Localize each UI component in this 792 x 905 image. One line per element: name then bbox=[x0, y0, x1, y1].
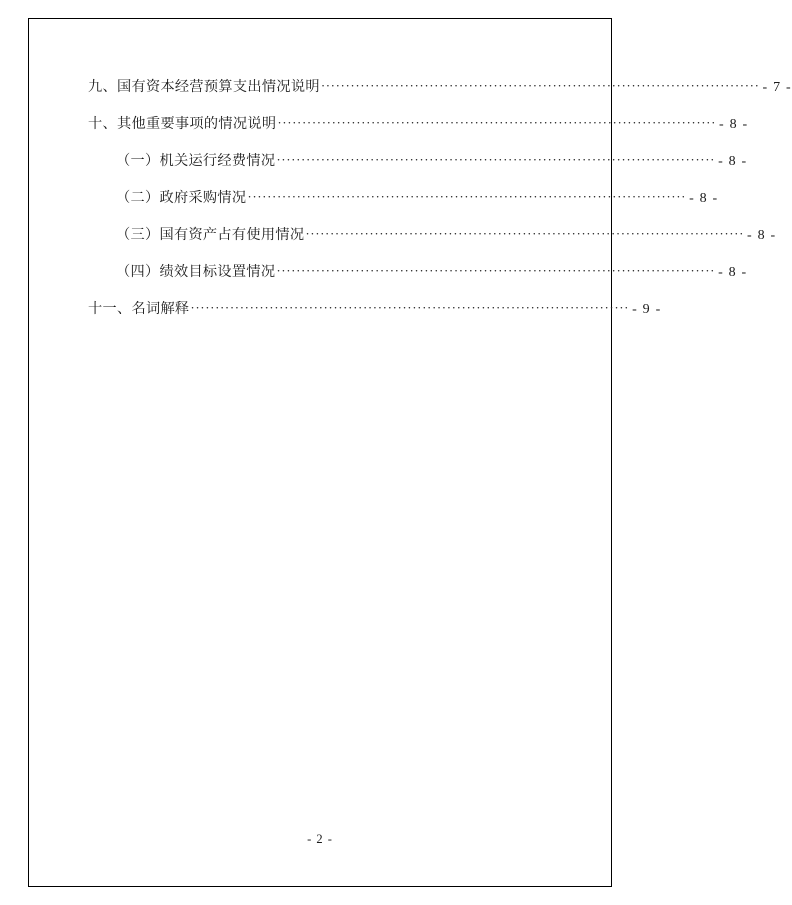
toc-entry[interactable] bbox=[88, 187, 719, 210]
toc-leader-dots: ························································································· bbox=[276, 263, 716, 278]
toc-leader-dots: ························································································· bbox=[320, 78, 760, 93]
toc-entry[interactable] bbox=[88, 76, 792, 99]
toc-entry-title: （四）绩效目标设置情况 bbox=[116, 264, 276, 280]
toc-entry-page: - 8 - bbox=[689, 191, 719, 206]
toc-leader-dots: ························································································· bbox=[247, 189, 687, 204]
toc-entry-page: - 9 - bbox=[632, 302, 662, 317]
toc-leader-dots: ························································································· bbox=[277, 115, 717, 130]
toc-entry-title: 十、其他重要事项的情况说明 bbox=[88, 116, 277, 132]
toc-entry-page: - 8 - bbox=[719, 117, 749, 132]
toc-entry[interactable] bbox=[88, 298, 662, 321]
toc-entry[interactable] bbox=[88, 150, 748, 173]
toc-entry-page: - 7 - bbox=[762, 80, 792, 95]
toc-entry[interactable] bbox=[88, 224, 777, 247]
toc-entry-title: 九、国有资本经营预算支出情况说明 bbox=[88, 79, 320, 95]
toc-entry[interactable] bbox=[88, 113, 749, 136]
toc-leader-dots: ························································································· bbox=[305, 226, 745, 241]
page-footer-number: - 2 - bbox=[307, 832, 333, 846]
toc-entry-title: （二）政府采购情况 bbox=[116, 190, 247, 206]
toc-entry-title: 十一、名词解释 bbox=[88, 301, 190, 317]
toc-leader-dots: ························································································· bbox=[190, 300, 630, 315]
toc-entry[interactable] bbox=[88, 261, 748, 284]
toc-entry-page: - 8 - bbox=[747, 228, 777, 243]
toc-entry-page: - 8 - bbox=[718, 154, 748, 169]
toc-entry-page: - 8 - bbox=[718, 265, 748, 280]
table-of-contents bbox=[88, 76, 792, 335]
toc-entry-title: （三）国有资产占有使用情况 bbox=[116, 227, 305, 243]
toc-leader-dots: ························································································· bbox=[276, 152, 716, 167]
toc-entry-title: （一）机关运行经费情况 bbox=[116, 153, 276, 169]
